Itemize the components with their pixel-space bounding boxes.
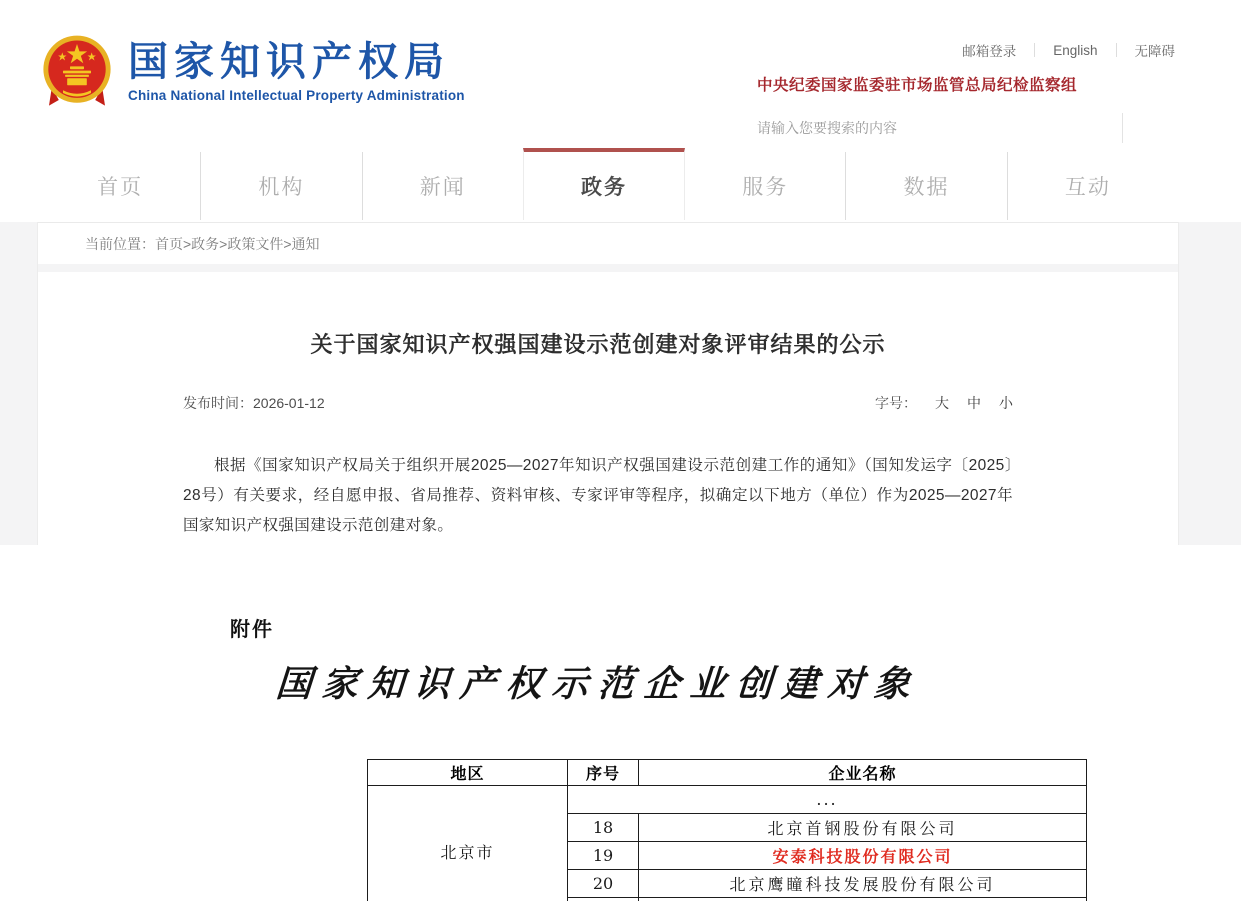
publish-date [183,393,325,413]
company-cell: 北京首钢股份有限公司 [639,814,1087,842]
search-button[interactable] [1123,113,1175,143]
search-input[interactable] [757,120,1116,136]
fontsize-large-button[interactable]: 大 [935,395,949,411]
region-cell: 北京市 [368,786,568,901]
nav-tab-home[interactable]: 首页 [97,176,144,199]
header-right [757,40,1175,144]
publish-date-value: 2026-01-12 [253,395,325,411]
article-title: 关于国家知识产权强国建设示范创建对象评审结果的公示 [310,332,886,357]
site-name [128,34,465,103]
page-margin [1178,222,1241,545]
fontsize-small-button[interactable]: 小 [999,395,1013,411]
breadcrumb [38,223,1178,264]
article-body: 根据《国家知识产权局关于组织开展2025—2027年知识产权强国建设示范创建工作的通知》（国知发运字〔2025〕28号）有关要求，经自愿申报、省局推荐、资料审核、专家评审等程序，拟确定以下地方（单位）作为2025—2027年国家知识产权强国建设示范创建对象。 [183,457,1013,534]
serial-cell [568,898,639,901]
supervision-group-link[interactable]: 中央纪委国家监委驻市场监管总局纪检监察组 [757,77,1078,94]
breadcrumb-label: 当前位置： [85,235,155,252]
article [38,272,1178,901]
page-margin [0,222,38,545]
main-nav [40,152,1168,220]
search-bar [757,112,1175,144]
mail-login-link[interactable]: 邮箱登录 [962,44,1017,59]
divider [38,264,1178,272]
article-inner [38,328,1178,901]
nav-tab-news[interactable]: 新闻 [362,152,523,220]
attachment-title: 国家知识产权示范企业创建对象 [274,663,922,705]
serial-cell: 18 [568,814,639,842]
english-link[interactable]: English [1053,42,1098,58]
table-row [368,786,1087,814]
serial-cell: 19 [568,842,639,870]
site-name-en: China National Intellectual Property Administration [128,88,465,103]
top-links [757,40,1175,60]
nav-tab-org[interactable]: 机构 [200,152,361,220]
nav-tab-gov-active[interactable]: 政务 [523,148,685,220]
header-name: 企业名称 [639,760,1087,786]
nav-tab-interact[interactable]: 互动 [1007,152,1168,220]
result-table-wrap [367,759,1013,901]
attachment-label: 附件 [230,619,274,641]
ellipsis-cell: ... [568,786,1087,814]
site-logo[interactable] [42,34,465,110]
serial-cell: 20 [568,870,639,898]
site-header [0,0,1241,152]
company-cell: 北京鹰瞳科技发展股份有限公司 [639,870,1087,898]
header-no: 序号 [568,760,639,786]
fontsize-control [875,393,1013,413]
company-cell [639,898,1087,901]
result-table [367,759,1087,901]
company-cell-highlighted: 安泰科技股份有限公司 [639,842,1087,870]
accessibility-link[interactable]: 无障碍 [1134,44,1175,59]
publish-label: 发布时间： [183,395,253,411]
site-name-cn: 国家知识产权局 [128,40,450,84]
header-region: 地区 [368,760,568,786]
article-meta [183,393,1013,413]
nav-tab-service[interactable]: 服务 [742,176,789,199]
table-header-row [368,760,1087,786]
breadcrumb-path[interactable]: 首页>政务>政策文件>通知 [155,235,320,252]
national-emblem-icon [42,34,112,110]
fontsize-medium-button[interactable]: 中 [967,395,981,411]
fontsize-label: 字号： [875,395,917,411]
nav-tab-data[interactable]: 数据 [845,152,1006,220]
